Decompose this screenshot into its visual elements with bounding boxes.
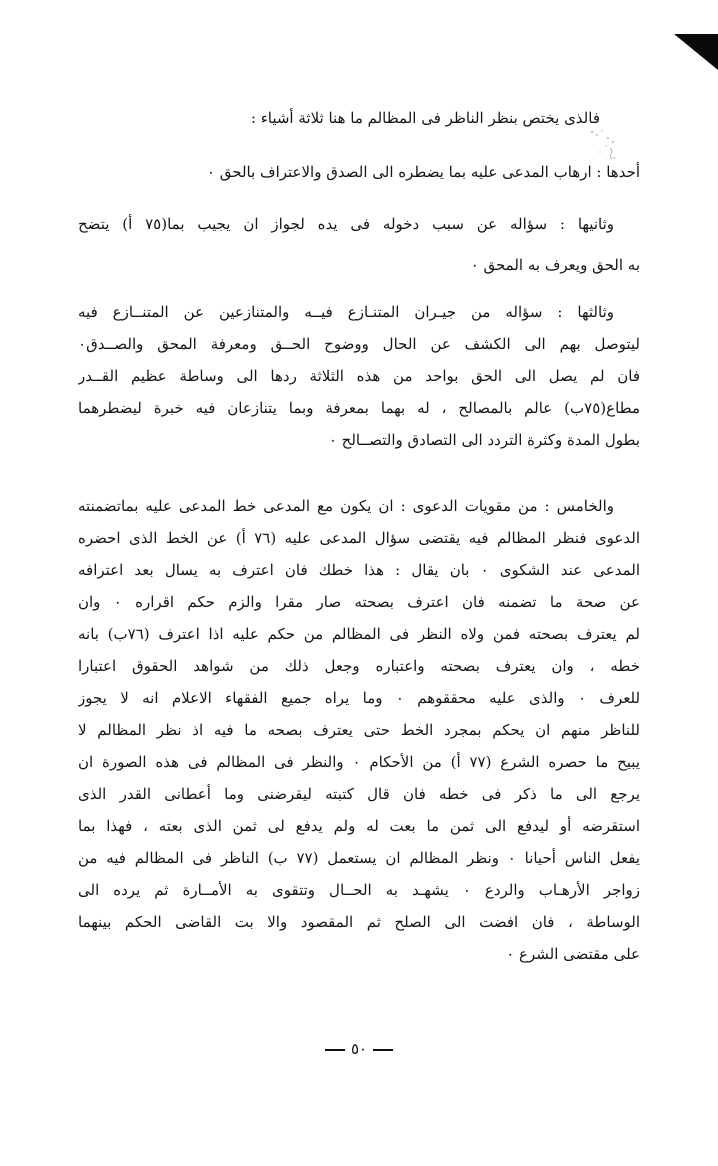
text-line: استقرضه أو ليدفع الى ثمن ما بعت له ولم يدفع لى ثمن الذى بعته ، فهذا بما [78, 817, 640, 835]
text-line: وثانيها : سؤاله عن سبب دخوله فى يده لجواز ان يجيب بما(٧٥ أ) يتضح [78, 215, 615, 233]
text-line: زواجر الأرهـاب والردع ٠ يشهـد به الحــال وتتقوى به الأمــارة ثم يرده الى [78, 881, 640, 899]
text-line: يرجع الى ما ذكر فى خطه فان قال كتبته ليقرضنى وما أعطانى القدر الذى [78, 785, 640, 803]
text-line: والخامس : من مقويات الدعوى : ان يكون مع المدعى خط المدعى عليه بماتضمنته [78, 497, 614, 515]
text-line: أحدها : ارهاب المدعى عليه بما يضطره الى الصدق والاعتراف بالحق ٠ [206, 163, 640, 181]
text-line: على مقتضى الشرع ٠ [506, 945, 640, 963]
corner-triangle-mark [674, 34, 718, 74]
paragraph-third [78, 296, 640, 456]
page-number [0, 1040, 718, 1058]
text-line: عن صحة ما تضمنه فان اعترف بصحته صار مقرا والزم حكم اقراره ٠ وان [78, 593, 640, 611]
text-line: المدعى عند الشكوى ٠ بان يقال : هذا خطك فان اعترف به يسال بعد اعترافه [78, 561, 640, 579]
page-number-dash [325, 1049, 345, 1051]
text-line: يبيح ما حصره الشرع (٧٧ أ) من الأحكام ٠ والنظر فى المظالم فى هذه الصورة ان [78, 753, 640, 771]
text-line: لم يعترف بصحته فمن ولاه النظر فى المظالم من حكم عليه اذا اعترف (٧٦ب) بانه [78, 625, 640, 643]
text-line: للناظر منهم ان يحكم بمجرد الخط حتى يعترف بصحه ما فيه اذ نظر المظالم لا [78, 721, 640, 739]
text-line: فالذى يختص بنظر الناظر فى المظالم ما هنا ثلاثة أشياء : [250, 109, 600, 127]
text-line: فان لم يصل الى الحق بواحد من هذه الثلاثة ردها الى وساطة عظيم القــدر [78, 367, 640, 385]
paragraph-intro [78, 102, 640, 134]
text-line: الوساطة ، فان افضت الى الصلح ثم المقصود والا بت القاضى الحكم بينهما [78, 913, 640, 931]
text-line: يفعل الناس أحيانا ٠ ونظر المظالم ان يستعمل (٧٧ ب) الناظر فى المظالم فيه من [78, 849, 640, 867]
text-line: للعرف ٠ والذى عليه محققوهم ٠ وما يراه جميع الفقهاء الاعلام انه لا يجوز [78, 689, 640, 707]
paragraph-first [78, 156, 640, 188]
text-line: بطول المدة وكثرة التردد الى التصادق والتصــالح ٠ [328, 431, 640, 449]
text-line: مطاع(٧٥ب) عالم بالمصالح ، له بهما بمعرفة وبما يتنازعان فيه خبرة ليضطرهما [78, 399, 640, 417]
page-number-dash [373, 1049, 393, 1051]
text-line: وثالثها : سؤاله من جيـران المتنـازع فيــه والمتنازعين عن المتنــازع فيه [78, 303, 614, 321]
text-line: الدعوى فنظر المظالم فيه يقتضى سؤال المدعى عليه (٧٦ أ) عن الخط الذى احضره [78, 529, 640, 547]
text-line: به الحق ويعرف به المحق ٠ [470, 256, 640, 274]
page-number-value: ٥٠ [350, 1040, 368, 1058]
text-line: خطه ، وان يعترف بصحته واعتباره وجعل ذلك من شواهد الحقوق اعتبارا [78, 657, 640, 675]
paragraph-fifth [78, 490, 640, 970]
paragraph-second [78, 208, 640, 281]
text-line: ليتوصل بهم الى الكشف عن الحال ووضوح الحــق ومعرفة المحق والصــدق٠ [78, 335, 640, 353]
